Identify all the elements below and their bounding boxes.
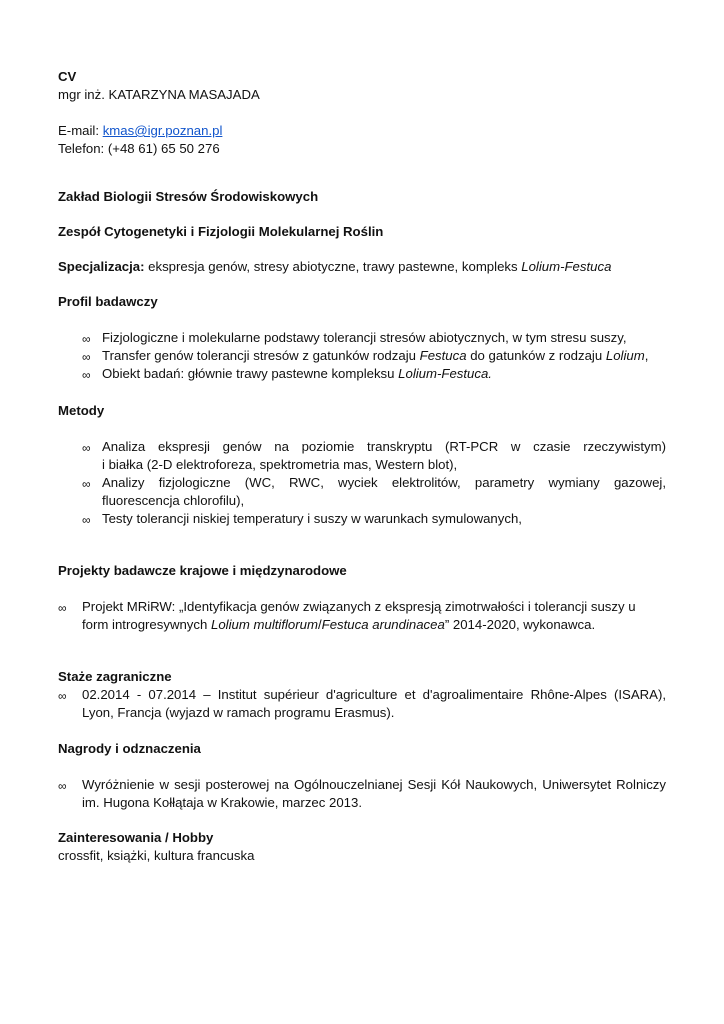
methods-item-2-line2: fluorescencja chlorofilu), — [102, 493, 245, 508]
project-species2: Festuca arundinacea — [321, 617, 445, 632]
phone-line: Telefon: (+48 61) 65 50 276 — [58, 141, 220, 156]
project-line2-pre: form introgresywnych — [82, 617, 211, 632]
award-item — [82, 776, 666, 812]
award-line2: im. Hugona Kołłątaja w Krakowie, marzec 2013. — [82, 795, 363, 810]
team-heading: Zespół Cytogenetyki i Fizjologii Molekularnej Roślin — [58, 224, 384, 239]
bullet-icon: ∞ — [82, 477, 91, 491]
internship-line1: 02.2014 - 07.2014 – Institut supérieur d'agriculture et d'agroalimentaire Rhône-Alpes (ISARA), — [82, 687, 666, 702]
hobby-text: crossfit, książki, kultura francuska — [58, 848, 255, 863]
bullet-icon: ∞ — [82, 441, 91, 455]
internships-heading: Staże zagraniczne — [58, 669, 172, 684]
research-profile-heading: Profil badawczy — [58, 294, 158, 309]
email-line — [58, 122, 222, 140]
methods-item-1 — [102, 438, 666, 474]
internship-item — [82, 686, 666, 722]
methods-item-2-line1: Analizy fizjologiczne (WC, RWC, wyciek elektrolitów, parametry wymiany gazowej, — [102, 475, 666, 490]
bullet-icon: ∞ — [58, 601, 67, 615]
methods-item-1-line2: i białka (2-D elektroforeza, spektrometria mas, Western blot), — [102, 457, 458, 472]
project-item — [82, 598, 662, 634]
methods-item-3: Testy tolerancji niskiej temperatury i suszy w warunkach symulowanych, — [102, 511, 522, 526]
hobby-heading: Zainteresowania / Hobby — [58, 830, 214, 845]
profile-item-2 — [102, 347, 648, 365]
project-slash: / — [317, 617, 322, 632]
profile-item-2-pre: Transfer genów tolerancji stresów z gatunków rodzaju — [102, 348, 420, 363]
bullet-icon: ∞ — [58, 779, 67, 793]
profile-item-2-genus2: Lolium — [605, 348, 645, 363]
methods-item-1-line1: Analiza ekspresji genów na poziomie transkryptu (RT-PCR w czasie rzeczywistym) — [102, 439, 666, 454]
person-name: mgr inż. KATARZYNA MASAJADA — [58, 87, 260, 102]
profile-item-3-italic: Lolium-Festuca. — [398, 366, 492, 381]
email-link[interactable]: kmas@igr.poznan.pl — [102, 123, 223, 138]
cv-title: CV — [58, 69, 77, 84]
profile-item-2-genus1: Festuca — [419, 348, 467, 363]
award-line1: Wyróżnienie w sesji posterowej na Ogólnouczelnianej Sesji Kół Naukowych, Uniwersytet Rolniczy — [82, 777, 666, 792]
email-label: E-mail: — [58, 123, 100, 138]
profile-item-3 — [102, 365, 492, 383]
specialization-text: ekspresja genów, stresy abiotyczne, trawy pastewne, kompleks — [144, 259, 522, 274]
bullet-icon: ∞ — [82, 368, 91, 382]
specialization-label: Specjalizacja: — [58, 259, 145, 274]
specialization-italic: Lolium-Festuca — [521, 259, 612, 274]
bullet-icon: ∞ — [82, 332, 91, 346]
internship-line2: Lyon, Francja (wyjazd w ramach programu Erasmus). — [82, 705, 395, 720]
bullet-icon: ∞ — [58, 689, 67, 703]
project-line2 — [82, 616, 662, 634]
profile-item-1: Fizjologiczne i molekularne podstawy tolerancji stresów abiotycznych, w tym stresu suszy, — [102, 330, 627, 345]
project-line2-post: ” 2014-2020, wykonawca. — [444, 617, 596, 632]
methods-item-2 — [102, 474, 666, 510]
bullet-icon: ∞ — [82, 513, 91, 527]
project-species1: Lolium multiflorum — [210, 617, 318, 632]
projects-heading: Projekty badawcze krajowe i międzynarodowe — [58, 563, 347, 578]
project-line1: Projekt MRiRW: „Identyfikacja genów związanych z ekspresją zimotrwałości i tolerancji suszy u — [82, 599, 636, 614]
awards-heading: Nagrody i odznaczenia — [58, 741, 201, 756]
department-heading: Zakład Biologii Stresów Środowiskowych — [58, 189, 319, 204]
bullet-icon: ∞ — [82, 350, 91, 364]
methods-heading: Metody — [58, 403, 105, 418]
profile-item-2-mid: do gatunków z rodzaju — [466, 348, 606, 363]
profile-item-3-pre: Obiekt badań: głównie trawy pastewne kompleksu — [102, 366, 399, 381]
specialization-line — [58, 258, 611, 276]
profile-item-2-post: , — [644, 348, 649, 363]
